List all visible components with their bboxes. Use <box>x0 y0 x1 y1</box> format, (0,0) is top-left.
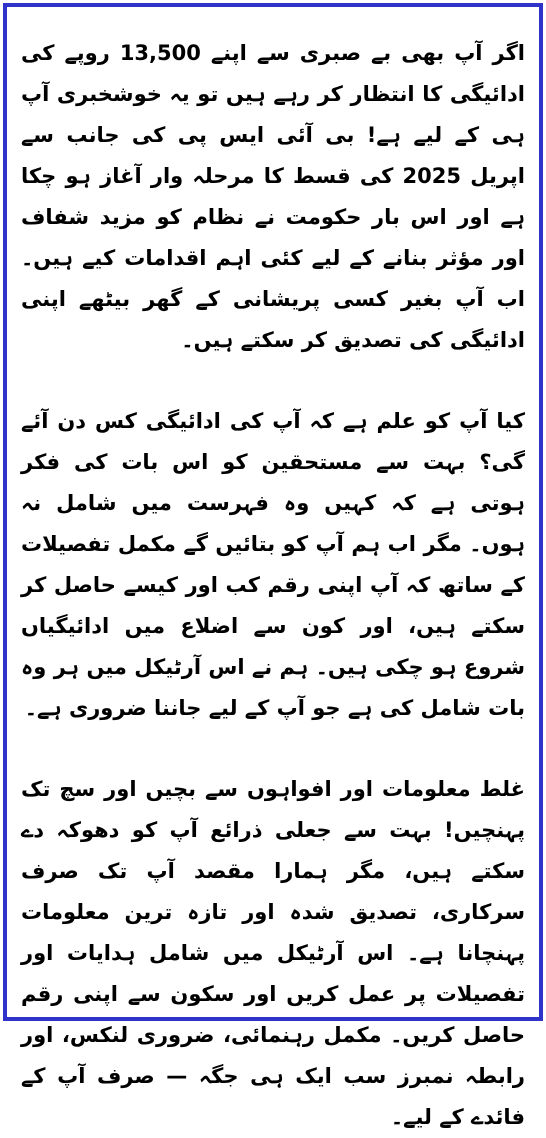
article-paragraph-3: غلط معلومات اور افواہوں سے بچیں اور سچ تک پہنچیں! بہت سے جعلی ذرائع آپ کو دھوکہ دے سکتے ہیں، مگر ہمارا مقصد آپ تک صرف سرکاری، تصدیق شدہ اور تازہ ترین معلومات پہنچانا ہے۔ اس آرٹیکل میں شامل ہدایات اور تفصیلات پر عمل کریں اور سکون سے اپنی رقم حاصل کریں۔ مکمل رہنمائی، ضروری لنکس، اور رابطہ نمبرز سب ایک ہی جگہ — صرف آپ کے فائدے کے لیے۔ <box>21 777 525 1129</box>
article-frame <box>3 3 543 1129</box>
article-paragraph-1: اگر آپ بھی بے صبری سے اپنے 13,500 روپے کی ادائیگی کا انتظار کر رہے ہیں تو یہ خوشخبری آپ ہی کے لیے ہے! بی آئی ایس پی کی جانب سے اپریل 2025 کی قسط کا مرحلہ وار آغاز ہو چکا ہے اور اس بار حکومت نے نظام کو مزید شفاف اور مؤثر بنانے کے لیے کئی اہم اقدامات کیے ہیں۔ اب آپ بغیر کسی پریشانی کے گھر بیٹھے اپنی ادائیگی کی تصدیق کر سکتے ہیں۔ <box>21 41 525 352</box>
article-paragraph-2: کیا آپ کو علم ہے کہ آپ کی ادائیگی کس دن آئے گی؟ بہت سے مستحقین کو اس بات کی فکر ہوتی ہے کہ کہیں وہ فہرست میں شامل نہ ہوں۔ مگر اب ہم آپ کو بتائیں گے مکمل تفصیلات کے ساتھ کہ آپ اپنی رقم کب اور کیسے حاصل کر سکتے ہیں، اور کون سے اضلاع میں ادائیگیاں شروع ہو چکی ہیں۔ ہم نے اس آرٹیکل میں ہر وہ بات شامل کی ہے جو آپ کے لیے جاننا ضروری ہے۔ <box>21 409 525 720</box>
article-body <box>21 33 525 1138</box>
